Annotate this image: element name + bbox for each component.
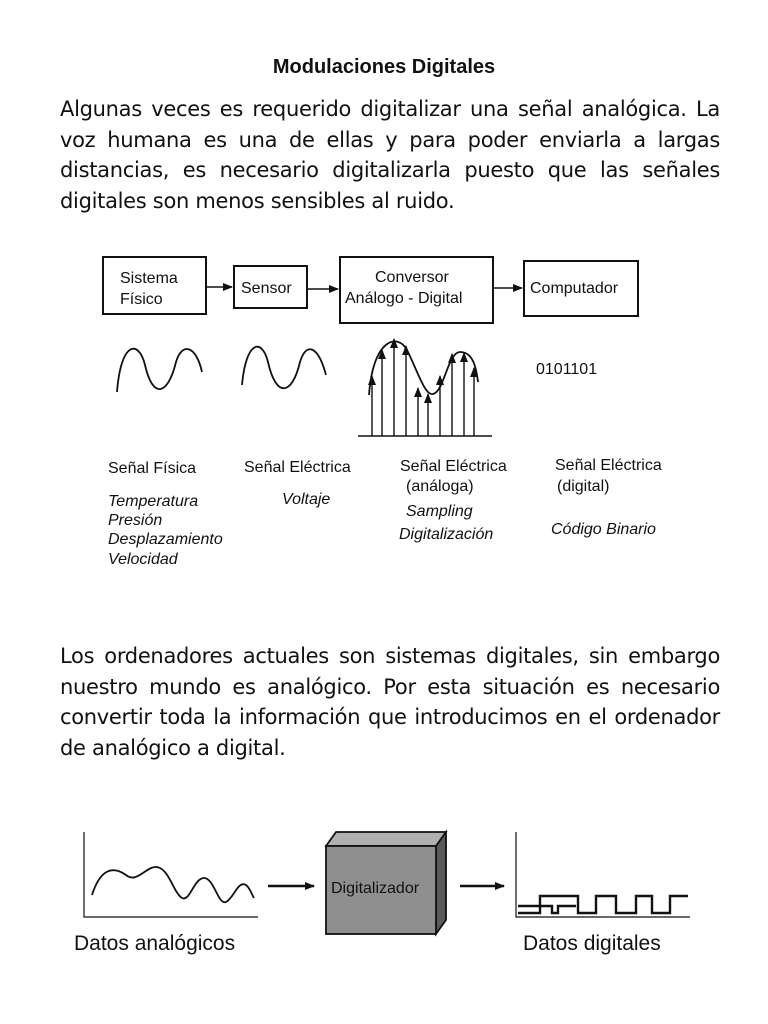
box-sensor-label: Sensor	[241, 280, 292, 297]
box-conversor-line2: Análogo - Digital	[345, 290, 463, 307]
caption-datos-analogicos: Datos analógicos	[74, 932, 236, 955]
analog-axes	[84, 832, 258, 917]
box-sistema-fisico-line1: Sistema	[120, 270, 178, 287]
signal-labels	[108, 457, 662, 568]
label-senal-electrica: Señal Eléctrica	[244, 459, 351, 476]
label-senal-digital: Señal Eléctrica	[555, 457, 662, 474]
analog-signal-wave	[369, 341, 478, 395]
item-codigo-binario: Código Binario	[551, 521, 656, 538]
item-digitalizacion: Digitalización	[399, 526, 494, 543]
sampling-diagram	[358, 339, 492, 436]
document-title: Modulaciones Digitales	[272, 56, 496, 78]
analog-digital-diagram	[74, 832, 690, 955]
label-senal-fisica: Señal Física	[108, 460, 197, 477]
item-desplazamiento: Desplazamiento	[108, 531, 223, 548]
box-top-face	[326, 832, 446, 846]
item-presion: Presión	[108, 512, 163, 529]
physical-signal-wave	[117, 349, 202, 392]
electrical-signal-wave	[242, 347, 326, 388]
intro-paragraph: Algunas veces es requerido digitalizar una señal analógica. La voz humana es una de ellas y para poder enviarla a largas distancias, es necesario digitalizarla puesto que las señales digitales son menos sensibles al ruido.	[60, 97, 720, 213]
box-side-face	[436, 832, 446, 934]
block-chain	[103, 257, 638, 323]
box-computador-label: Computador	[530, 280, 619, 297]
item-voltaje: Voltaje	[282, 491, 331, 508]
digital-axes	[516, 832, 690, 917]
box-conversor-line1: Conversor	[375, 269, 449, 286]
item-sampling: Sampling	[406, 503, 473, 520]
box-sistema-fisico-line2: Físico	[120, 291, 163, 308]
digital-signal-a	[518, 896, 688, 913]
digitalizador-label: Digitalizador	[331, 880, 420, 897]
binary-code: 0101101	[536, 361, 598, 378]
second-paragraph: Los ordenadores actuales son sistemas digitales, sin embargo nuestro mundo es analógico. Por esta situación es necesario convertir toda la información que introducimos en el ordenador de analógico a digital.	[60, 644, 720, 760]
caption-datos-digitales: Datos digitales	[523, 932, 661, 955]
item-temperatura: Temperatura	[108, 493, 199, 510]
analog-data-wave	[92, 867, 254, 902]
label-digital: (digital)	[557, 478, 610, 495]
item-velocidad: Velocidad	[108, 551, 178, 568]
label-analoga: (análoga)	[406, 478, 474, 495]
label-senal-analoga: Señal Eléctrica	[400, 458, 507, 475]
